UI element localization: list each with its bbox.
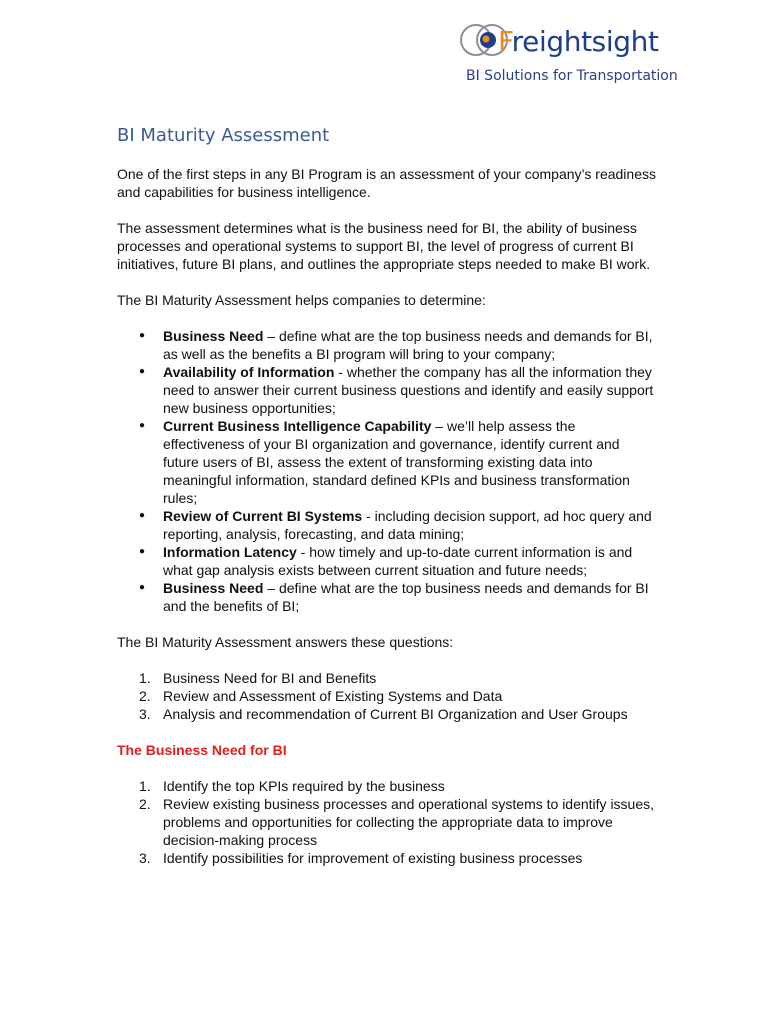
item-text: Identify the top KPIs required by the business: [163, 778, 445, 794]
bullet-item: [117, 543, 657, 579]
item-text: Business Need for BI and Benefits: [163, 670, 377, 686]
bullet-term: Review of Current BI Systems: [163, 508, 363, 524]
logo-tagline: BI Solutions for Transportation: [466, 68, 678, 84]
item-text: Identify possibilities for improvement of existing business processes: [163, 850, 583, 866]
steps-list: [117, 777, 657, 867]
bullet-text: – we’ll help assess the effectiveness of your BI organization and governance, identify current and future users of BI, assess the extent of transforming existing data into meaningful information, standard defined KPIs and business transformation rules;: [163, 418, 630, 506]
item-number: 1.: [139, 778, 151, 794]
item-text: Analysis and recommendation of Current BI Organization and User Groups: [163, 706, 628, 722]
page-title: BI Maturity Assessment: [117, 125, 330, 146]
item-number: 1.: [139, 670, 151, 686]
step-item: [117, 795, 657, 849]
questions-list: [117, 669, 657, 723]
freightsight-logo: [458, 18, 708, 88]
bullet-term: Business Need: [163, 580, 264, 596]
intro-paragraph: The assessment determines what is the business need for BI, the ability of business processes and operational systems to support BI, the level of progress of current BI initiatives, future BI plans, and outlines the appropriate steps needed to make BI work.: [117, 220, 651, 272]
item-number: 3.: [139, 706, 151, 722]
step-item: [117, 777, 657, 795]
bullet-item: [117, 579, 657, 615]
questions-intro: The BI Maturity Assessment answers these questions:: [117, 634, 454, 650]
item-number: 3.: [139, 850, 151, 866]
intro-paragraph: The BI Maturity Assessment helps companies to determine:: [117, 292, 486, 308]
determine-bullet-list: [117, 327, 657, 615]
item-number: 2.: [139, 796, 151, 812]
bullet-text: - including decision support, ad hoc query and reporting, analysis, forecasting, and data mining;: [163, 508, 652, 542]
bullet-term: Availability of Information: [163, 364, 335, 380]
bullet-text: - whether the company has all the information they need to answer their current business questions and identify and easily support new business opportunities;: [163, 364, 654, 416]
bullet-term: Information Latency: [163, 544, 297, 560]
question-item: [117, 669, 657, 687]
bullet-item: [117, 507, 657, 543]
bullet-term: Business Need: [163, 328, 264, 344]
logo-wordmark: [498, 25, 659, 58]
question-item: [117, 687, 657, 705]
bullet-text: – define what are the top business needs and demands for BI, as well as the benefits a BI program will bring to your company;: [163, 328, 653, 362]
bullet-item: [117, 363, 657, 417]
item-text: Review existing business processes and operational systems to identify issues, problems and opportunities for collecting the appropriate data to improve decision-making process: [163, 796, 655, 848]
item-number: 2.: [139, 688, 151, 704]
bullet-item: [117, 417, 657, 507]
section-heading: The Business Need for BI: [117, 742, 287, 758]
intro-paragraph: One of the first steps in any BI Program is an assessment of your company’s readiness and capabilities for business intelligence.: [117, 166, 656, 200]
logo-wordmark-rest: reightsight: [511, 25, 659, 58]
bullet-text: - how timely and up-to-date current information is and what gap analysis exists between current situation and future needs;: [163, 544, 633, 578]
bullet-item: [117, 327, 657, 363]
document-body: [117, 124, 657, 885]
item-text: Review and Assessment of Existing Systems and Data: [163, 688, 503, 704]
question-item: [117, 705, 657, 723]
logo-wordmark-first-letter: F: [498, 25, 512, 58]
bullet-term: Current Business Intelligence Capability: [163, 418, 432, 434]
bullet-text: – define what are the top business needs and demands for BI and the benefits of BI;: [163, 580, 649, 614]
step-item: [117, 849, 657, 867]
